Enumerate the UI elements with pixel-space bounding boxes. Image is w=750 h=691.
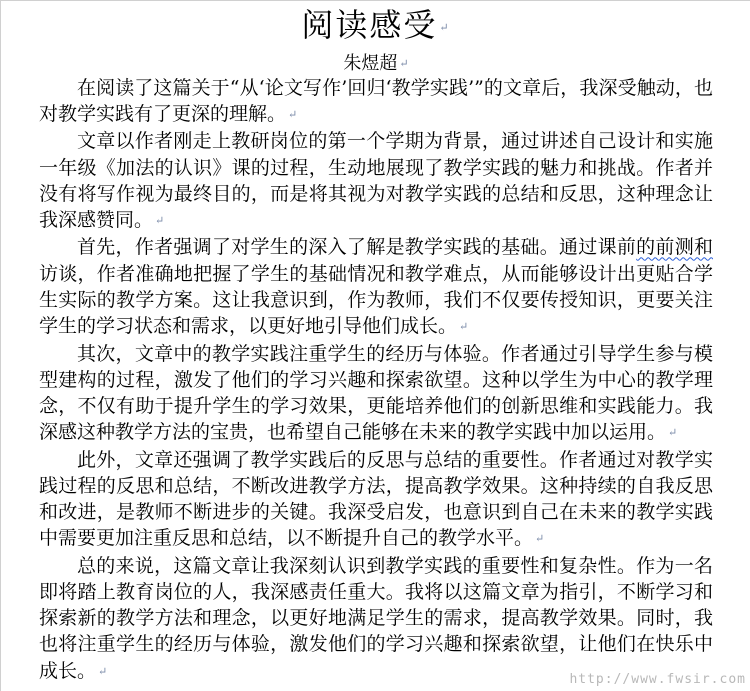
paragraph: 文章以作者刚走上教研岗位的第一个学期为背景，通过讲述自己设计和实施一年级《加法的认识》课的过程，生动地展现了教学实践的魅力和挑战。作者并没有将写作视为最终目的，而是将其视为对教学实践的总结和反思，这种理念让我深感赞同。 ↵ bbox=[39, 130, 713, 232]
paragraph-mark-icon: ↵ bbox=[439, 20, 451, 34]
paragraph-mark-icon: ↵ bbox=[459, 320, 469, 334]
paragraph: 首先，作者强调了对学生的深入了解是教学实践的基础。通过课前的前测和访谈，作者准确地把握了学生的基础情况和教学难点，从而能够设计出更贴合学生实际的教学方案。这让我意识到，作为教师，我们不仅要传授知识，更要关注学生的学习状态和需求，以更好地引导他们成长。 ↵ bbox=[39, 236, 713, 338]
document-body bbox=[39, 75, 713, 685]
paragraph: 其次，文章中的教学实践注重学生的经历与体验。作者通过引导学生参与模型建构的过程，激发了他们的学习兴趣和探索欲望。这种以学生为中心的教学理念，不仅有助于提升学生的学习效果，更能培养他们的创新思维和实践能力。我深感这种教学方法的宝贵，也希望自己能够在未来的教学实践中加以运用。 ↵ bbox=[39, 342, 713, 444]
paragraph: 此外，文章还强调了教学实践后的反思与总结的重要性。作者通过对教学实践过程的反思和总结，不断改进教学方法，提高教学效果。这种持续的自我反思和改进，是教师不断进步的关键。我深受启发，也意识到自己在未来的教学实践中需要更加注重反思和总结，以不断提升自己的教学水平。 ↵ bbox=[39, 448, 713, 550]
paragraph-mark-icon: ↵ bbox=[535, 532, 545, 546]
paragraph: 总的来说，这篇文章让我深刻认识到教学实践的重要性和复杂性。作为一名即将踏上教育岗位的人，我深感责任重大。我将以这篇文章为指引，不断学习和探索新的教学方法和理念，以更好地满足学生的需求，提高教学效果。同时，我也将注重学生的经历与体验，激发他们的学习兴趣和探索欲望，让他们在快乐中成长。 ↵ bbox=[39, 554, 713, 682]
document-title: 阅读感受 ↵ bbox=[301, 6, 451, 44]
paragraph: 在阅读了这篇关于“从‘论文写作’回归‘教学实践’”的文章后，我深受触动，也对教学实践有了更深的理解。 ↵ bbox=[39, 77, 713, 126]
spellcheck-underlined-text[interactable]: 的前测和 bbox=[636, 236, 713, 259]
paragraph-mark-icon: ↵ bbox=[399, 57, 409, 70]
watermark: http://www.fwsir.com bbox=[569, 672, 746, 687]
document-author: 朱煜超 ↵ bbox=[343, 53, 409, 74]
paragraph-mark-icon: ↵ bbox=[288, 108, 298, 122]
paragraph-mark-icon: ↵ bbox=[668, 426, 678, 440]
paragraph-mark-icon: ↵ bbox=[98, 664, 108, 678]
paragraph-mark-icon: ↵ bbox=[155, 214, 165, 228]
